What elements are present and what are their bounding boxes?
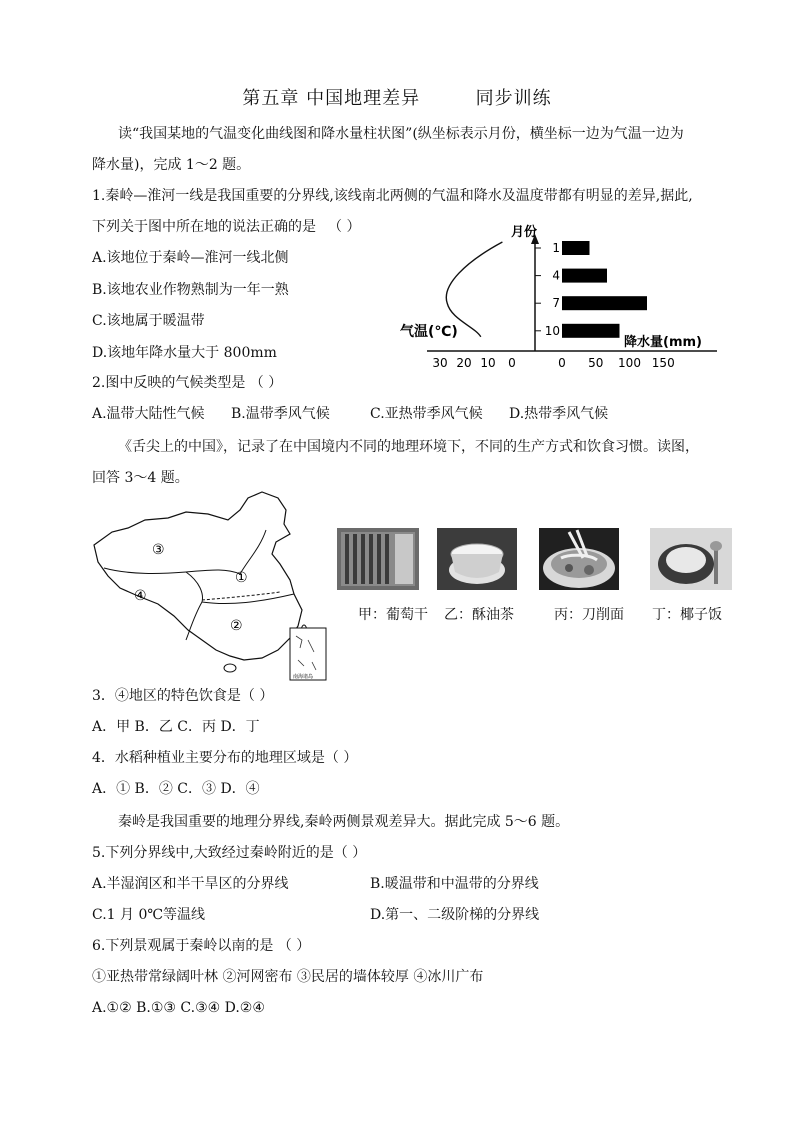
- region-label-1: ①: [235, 570, 248, 586]
- month-label-10: 10: [544, 323, 560, 338]
- caption-yi: 乙：酥油茶: [444, 606, 514, 622]
- precip-tick-50: 50: [588, 356, 604, 370]
- q3-stem: 3．④地区的特色饮食是（ ）: [92, 688, 274, 704]
- south-sea-inset: [290, 628, 326, 680]
- page-title: [0, 84, 794, 110]
- q1-option-d: D.该地年降水量大于 800mm: [92, 345, 277, 361]
- q5-option-c: C.1 月 0℃等温线: [92, 907, 206, 923]
- climate-chart: [392, 220, 722, 380]
- precip-tick-150: 150: [651, 356, 675, 370]
- title-subtitle: 同步训练: [475, 88, 552, 109]
- month-label-7: 7: [552, 296, 560, 311]
- title-chapter: 第五章 中国地理差异: [242, 88, 421, 109]
- q5-option-d: D.第一、二级阶梯的分界线: [370, 907, 540, 923]
- q2-option-d: D.热带季风气候: [509, 406, 609, 422]
- precip-bar-10: [562, 324, 620, 338]
- q1-option-c: C.该地属于暖温带: [92, 313, 205, 329]
- caption-jia: 甲：葡萄干: [358, 606, 428, 622]
- caption-ding: 丁：椰子饭: [652, 606, 722, 622]
- chart-precip-label: 降水量(mm): [624, 335, 702, 350]
- intro-1-line-2: 降水量)，完成 1～2 题。: [92, 157, 251, 173]
- q1-option-b: B.该地农业作物熟制为一年一熟: [92, 282, 289, 298]
- region-label-3: ③: [152, 542, 165, 558]
- q3-options: A．甲 B．乙 C．丙 D．丁: [92, 719, 260, 735]
- chart-temp-label: 气温(℃): [400, 324, 458, 340]
- caption-bing: 丙：刀削面: [554, 606, 624, 622]
- temp-tick-30: 30: [432, 356, 448, 370]
- q6-items: ①亚热带常绿阔叶林 ②河网密布 ③民居的墙体较厚 ④冰川广布: [92, 969, 484, 985]
- q6-options: A.①② B.①③ C.③④ D.②④: [92, 1000, 265, 1016]
- south-sea-inset-label: 南海诸岛: [293, 674, 314, 680]
- chart-y-label: 月份: [510, 225, 538, 240]
- q2-option-a: A.温带大陆性气候: [92, 406, 205, 422]
- region-label-4: ④: [134, 588, 147, 604]
- precip-bar-7: [562, 296, 647, 310]
- intro-1-line-1: 读“我国某地的气温变化曲线图和降水量柱状图”(纵坐标表示月份，横坐标一边为气温一边为: [118, 126, 684, 142]
- temp-tick-20: 20: [456, 356, 472, 370]
- intro-3: 秦岭是我国重要的地理分界线,秦岭两侧景观差异大。据此完成 5～6 题。: [118, 814, 570, 830]
- china-regions-map: [90, 490, 330, 685]
- q6-stem: 6.下列景观属于秦岭以南的是 （ ）: [92, 938, 311, 954]
- q1-stem-line-2: 下列关于图中所在地的说法正确的是 （ ）: [92, 219, 361, 235]
- photo-raisin: [337, 528, 419, 590]
- china-outline: [94, 492, 302, 660]
- photo-coconut-rice: [650, 528, 732, 590]
- precip-bar-1: [562, 241, 590, 255]
- intro-2-line-2: 回答 3～4 题。: [92, 470, 189, 486]
- precip-tick-100: 100: [618, 356, 641, 370]
- q1-option-a: A.该地位于秦岭—淮河一线北侧: [92, 250, 289, 266]
- intro-2-line-1: 《舌尖上的中国》，记录了在中国境内不同的地理环境下，不同的生产方式和饮食习惯。读图，: [118, 439, 699, 455]
- temp-tick-10: 10: [480, 356, 496, 370]
- month-label-4: 4: [552, 268, 560, 283]
- hainan-island: [224, 664, 236, 672]
- q2-option-b: B.温带季风气候: [231, 406, 330, 422]
- q5-stem: 5.下列分界线中,大致经过秦岭附近的是（ ）: [92, 845, 367, 861]
- temperature-curve: [446, 242, 502, 337]
- q2-option-c: C.亚热带季风气候: [370, 406, 483, 422]
- temp-tick-0: 0: [508, 356, 516, 370]
- month-label-1: 1: [552, 241, 560, 255]
- q5-option-a: A.半湿润区和半干旱区的分界线: [92, 876, 289, 892]
- photo-butter-tea: [437, 528, 517, 590]
- q4-stem: 4．水稻种植业主要分布的地理区域是（ ）: [92, 750, 358, 766]
- q1-stem-line-1: 1.秦岭—淮河一线是我国重要的分界线,该线南北两侧的气温和降水及温度带都有明显的差异,据此,: [92, 188, 693, 204]
- q5-option-b: B.暖温带和中温带的分界线: [370, 876, 539, 892]
- precip-bar-4: [562, 269, 607, 283]
- precip-tick-0: 0: [558, 356, 566, 370]
- q4-options: A．① B．② C．③ D．④: [92, 781, 260, 797]
- photo-knife-noodles: [539, 528, 619, 590]
- region-label-2: ②: [230, 618, 243, 634]
- q2-stem: 2.图中反映的气候类型是 （ ）: [92, 375, 283, 391]
